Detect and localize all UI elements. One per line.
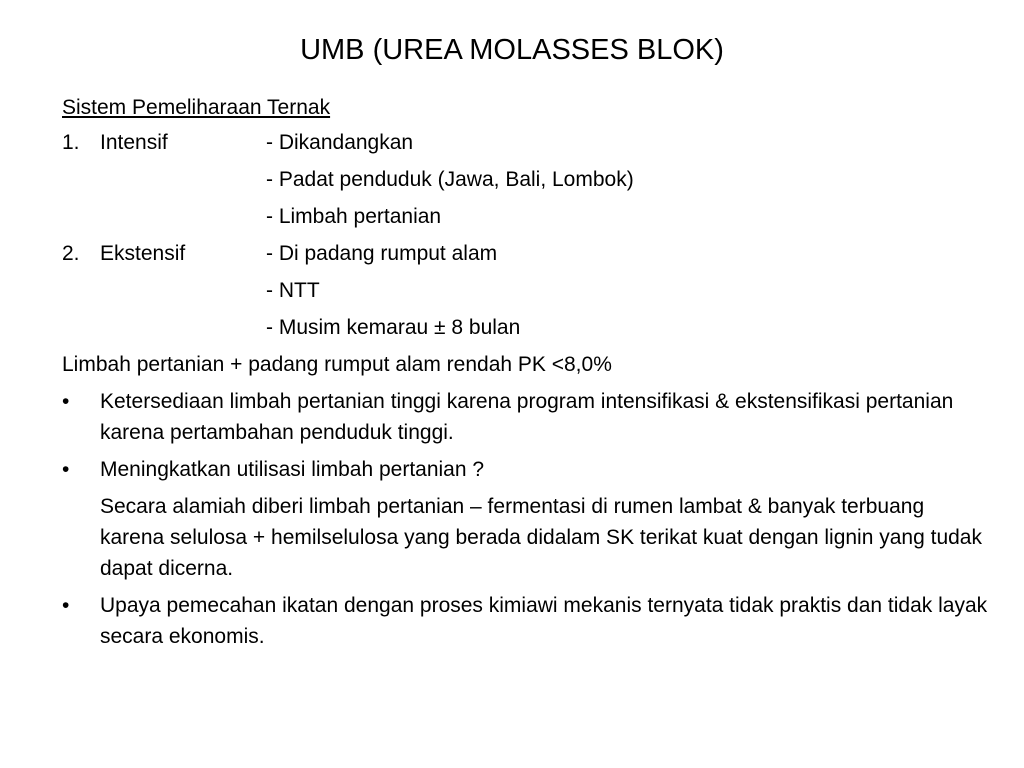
system-item: - NTT xyxy=(266,279,320,302)
bullet-item xyxy=(62,454,992,485)
bullet-text: Ketersediaan limbah pertanian tinggi karena program intensifikasi & ekstensifikasi pertanian karena pertambahan penduduk tinggi. xyxy=(100,390,954,444)
slide-title: UMB (UREA MOLASSES BLOK) xyxy=(300,34,724,66)
system-row xyxy=(62,312,992,349)
system-item: - Di padang rumput alam xyxy=(266,242,498,265)
system-row xyxy=(62,238,992,275)
bullet-icon: • xyxy=(62,390,70,413)
bullet-item xyxy=(62,590,992,652)
bullet-icon: • xyxy=(62,594,70,617)
bullet-text: Meningkatkan utilisasi limbah pertanian ? xyxy=(100,458,485,481)
system-item: - Musim kemarau ± 8 bulan xyxy=(266,316,521,339)
system-row xyxy=(62,164,992,201)
list-number: 1. xyxy=(62,131,80,154)
system-item: - Padat penduduk (Jawa, Bali, Lombok) xyxy=(266,168,634,191)
system-item: - Dikandangkan xyxy=(266,131,414,154)
system-row xyxy=(62,201,992,238)
system-row xyxy=(62,275,992,312)
system-item: - Limbah pertanian xyxy=(266,205,442,228)
system-row xyxy=(62,127,992,164)
list-number: 2. xyxy=(62,242,80,265)
section-heading: Sistem Pemeliharaan Ternak xyxy=(62,96,331,119)
system-name: Ekstensif xyxy=(100,242,186,265)
slide-content xyxy=(62,92,992,658)
bullet-icon: • xyxy=(62,458,70,481)
summary-line: Limbah pertanian + padang rumput alam rendah PK <8,0% xyxy=(62,353,612,376)
system-name: Intensif xyxy=(100,131,168,154)
bullet-text: Upaya pemecahan ikatan dengan proses kimiawi mekanis ternyata tidak praktis dan tidak layak secara ekonomis. xyxy=(100,594,988,648)
bullet-paragraph: Secara alamiah diberi limbah pertanian – fermentasi di rumen lambat & banyak terbuang karena selulosa + hemilselulosa yang berada didalam SK terikat kuat dengan lignin yang tudak dapat dicerna. xyxy=(100,495,982,580)
bullet-item xyxy=(62,386,992,448)
